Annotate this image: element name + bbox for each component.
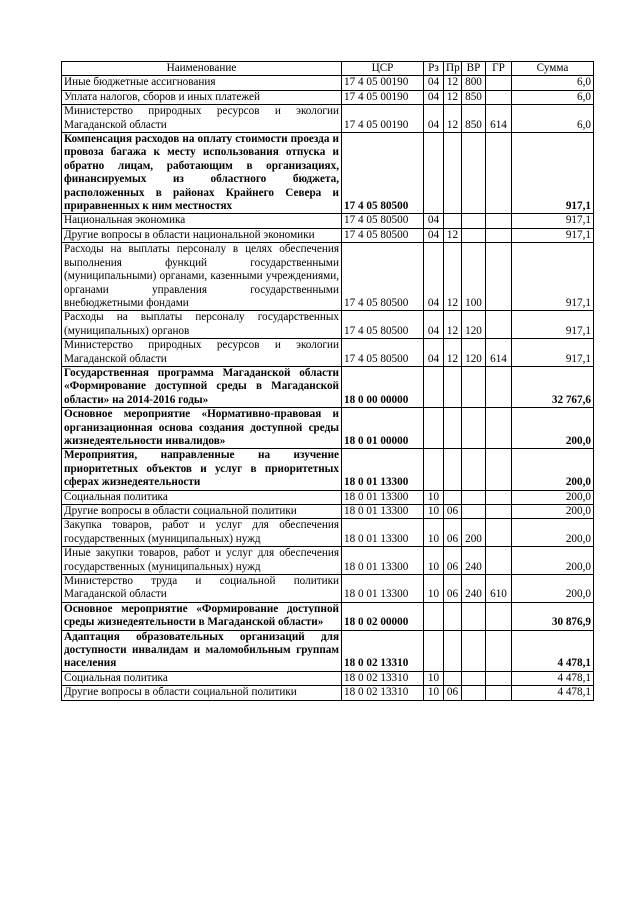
cell-name: Социальная политика [62,490,342,504]
cell-name: Другие вопросы в области социальной политики [62,505,342,519]
cell-rz [424,133,444,214]
cell-vr: 850 [462,90,486,104]
cell-vr: 850 [462,105,486,133]
cell-pr: 12 [444,243,462,311]
cell-csr: 18 0 01 13300 [342,547,424,575]
cell-sum: 917,1 [512,228,594,242]
cell-gr: 614 [486,105,512,133]
cell-gr [486,408,512,449]
cell-gr [486,547,512,575]
cell-rz: 10 [424,575,444,603]
table-row [62,133,594,214]
cell-name: Основное мероприятие «Нормативно-правовая и организационная основа создания доступной среды жизнедеятельности инвалидов» [62,408,342,449]
cell-sum: 200,0 [512,449,594,490]
cell-csr: 17 4 05 00190 [342,76,424,90]
cell-gr [486,76,512,90]
cell-vr [462,630,486,671]
table-row [62,243,594,311]
cell-gr [486,505,512,519]
cell-gr [486,366,512,407]
cell-csr: 17 4 05 00190 [342,105,424,133]
cell-csr: 18 0 00 00000 [342,366,424,407]
header-rz: Рз [424,62,444,76]
cell-csr: 18 0 01 13300 [342,519,424,547]
cell-csr: 17 4 05 80500 [342,243,424,311]
cell-csr: 18 0 01 13300 [342,505,424,519]
cell-rz [424,366,444,407]
cell-name: Социальная политика [62,671,342,685]
cell-sum: 200,0 [512,547,594,575]
cell-sum: 917,1 [512,243,594,311]
header-csr: ЦСР [342,62,424,76]
table-row [62,575,594,603]
table-row [62,671,594,685]
table-row [62,228,594,242]
cell-gr [486,133,512,214]
cell-rz: 10 [424,490,444,504]
cell-pr: 06 [444,505,462,519]
cell-rz: 10 [424,519,444,547]
cell-pr [444,449,462,490]
cell-vr: 100 [462,243,486,311]
cell-vr: 800 [462,76,486,90]
table-row [62,366,594,407]
cell-rz [424,630,444,671]
cell-name: Государственная программа Магаданской области «Формирование доступной среды в Магаданской области» на 2014-2016 годы» [62,366,342,407]
cell-pr [444,630,462,671]
cell-sum: 200,0 [512,519,594,547]
table-row [62,90,594,104]
cell-vr [462,602,486,630]
cell-pr [444,490,462,504]
table-row [62,105,594,133]
cell-csr: 18 0 02 13310 [342,671,424,685]
cell-csr: 18 0 01 00000 [342,408,424,449]
cell-sum: 4 478,1 [512,671,594,685]
header-pr: Пр [444,62,462,76]
cell-pr: 12 [444,105,462,133]
cell-gr [486,228,512,242]
cell-name: Закупка товаров, работ и услуг для обеспечения государственных (муниципальных) нужд [62,519,342,547]
cell-vr: 200 [462,519,486,547]
cell-gr [486,671,512,685]
cell-vr [462,366,486,407]
cell-gr [486,686,512,700]
table-row [62,547,594,575]
cell-csr: 17 4 05 80500 [342,311,424,339]
cell-name: Министерство труда и социальной политики Магаданской области [62,575,342,603]
cell-gr [486,490,512,504]
cell-name: Уплата налогов, сборов и иных платежей [62,90,342,104]
cell-name: Иные бюджетные ассигнования [62,76,342,90]
cell-gr [486,519,512,547]
header-name: Наименование [62,62,342,76]
cell-pr: 06 [444,547,462,575]
cell-rz: 10 [424,547,444,575]
cell-csr: 17 4 05 80500 [342,228,424,242]
cell-vr [462,671,486,685]
cell-pr [444,214,462,228]
cell-gr [486,311,512,339]
cell-name: Другие вопросы в области национальной экономики [62,228,342,242]
cell-vr [462,505,486,519]
table-row [62,505,594,519]
cell-csr: 18 0 02 13310 [342,686,424,700]
cell-pr: 12 [444,90,462,104]
cell-rz [424,602,444,630]
cell-pr: 12 [444,339,462,367]
header-sum: Сумма [512,62,594,76]
cell-pr: 12 [444,76,462,90]
cell-rz: 04 [424,243,444,311]
cell-gr [486,449,512,490]
cell-csr: 18 0 01 13300 [342,449,424,490]
table-row [62,686,594,700]
cell-vr [462,449,486,490]
cell-name: Расходы на выплаты персоналу государственных (муниципальных) органов [62,311,342,339]
cell-rz: 10 [424,686,444,700]
cell-rz: 04 [424,90,444,104]
cell-gr [486,243,512,311]
cell-sum: 4 478,1 [512,630,594,671]
table-row [62,339,594,367]
table-row [62,311,594,339]
cell-name: Компенсация расходов на оплату стоимости проезда и провоза багажа к месту использования отпуска и обратно лицам, работающим в организациях, финансируемых из областного бюджета, расположенных в районах Крайнего Севера и приравненных к ним местностях [62,133,342,214]
cell-pr [444,671,462,685]
cell-gr: 610 [486,575,512,603]
cell-sum: 200,0 [512,408,594,449]
cell-vr: 240 [462,547,486,575]
document-page [61,61,593,701]
cell-rz [424,408,444,449]
cell-rz [424,449,444,490]
cell-csr: 18 0 01 13300 [342,575,424,603]
cell-sum: 6,0 [512,76,594,90]
table-row [62,490,594,504]
cell-csr: 17 4 05 80500 [342,214,424,228]
cell-sum: 200,0 [512,505,594,519]
cell-pr [444,408,462,449]
cell-sum: 30 876,9 [512,602,594,630]
cell-gr [486,214,512,228]
table-row [62,214,594,228]
cell-name: Министерство природных ресурсов и экологии Магаданской области [62,339,342,367]
cell-rz: 04 [424,228,444,242]
cell-csr: 17 4 05 00190 [342,90,424,104]
cell-vr: 120 [462,311,486,339]
cell-vr: 120 [462,339,486,367]
cell-rz: 04 [424,311,444,339]
cell-name: Основное мероприятие «Формирование доступной среды жизнедеятельности в Магаданской области» [62,602,342,630]
table-row [62,449,594,490]
cell-name: Министерство природных ресурсов и экологии Магаданской области [62,105,342,133]
cell-sum: 6,0 [512,90,594,104]
cell-sum: 32 767,6 [512,366,594,407]
cell-name: Иные закупки товаров, работ и услуг для обеспечения государственных (муниципальных) нужд [62,547,342,575]
header-vr: ВР [462,62,486,76]
cell-sum: 6,0 [512,105,594,133]
cell-name: Адаптация образовательных организаций для доступности инвалидам и маломобильным группам населения [62,630,342,671]
cell-csr: 18 0 01 13300 [342,490,424,504]
cell-vr [462,228,486,242]
cell-vr [462,490,486,504]
table-row [62,602,594,630]
cell-gr [486,602,512,630]
cell-pr [444,133,462,214]
cell-csr: 18 0 02 00000 [342,602,424,630]
cell-pr: 12 [444,228,462,242]
cell-csr: 18 0 02 13310 [342,630,424,671]
cell-csr: 17 4 05 80500 [342,339,424,367]
cell-gr: 614 [486,339,512,367]
cell-pr: 06 [444,519,462,547]
cell-pr: 06 [444,686,462,700]
cell-name: Национальная экономика [62,214,342,228]
cell-rz: 04 [424,214,444,228]
cell-sum: 917,1 [512,339,594,367]
cell-gr [486,90,512,104]
cell-sum: 200,0 [512,575,594,603]
cell-sum: 4 478,1 [512,686,594,700]
header-gr: ГР [486,62,512,76]
cell-name: Мероприятия, направленные на изучение приоритетных объектов и услуг в приоритетных сферах жизнедеятельности [62,449,342,490]
cell-vr [462,214,486,228]
cell-pr [444,366,462,407]
table-header-row [62,62,594,76]
cell-vr: 240 [462,575,486,603]
cell-rz: 04 [424,76,444,90]
cell-name: Другие вопросы в области социальной политики [62,686,342,700]
cell-rz: 10 [424,671,444,685]
budget-table [61,61,594,701]
cell-sum: 917,1 [512,133,594,214]
cell-vr [462,686,486,700]
cell-rz: 10 [424,505,444,519]
table-row [62,519,594,547]
table-row [62,76,594,90]
table-row [62,630,594,671]
cell-csr: 17 4 05 80500 [342,133,424,214]
cell-sum: 200,0 [512,490,594,504]
cell-pr: 12 [444,311,462,339]
table-body [62,76,594,700]
cell-vr [462,408,486,449]
cell-vr [462,133,486,214]
cell-gr [486,630,512,671]
cell-pr [444,602,462,630]
cell-name: Расходы на выплаты персоналу в целях обеспечения выполнения функций государственными (муниципальными) органами, казенными учреждениями, органами управления государственными внебюджетными фондами [62,243,342,311]
cell-rz: 04 [424,105,444,133]
cell-sum: 917,1 [512,214,594,228]
cell-rz: 04 [424,339,444,367]
cell-sum: 917,1 [512,311,594,339]
table-row [62,408,594,449]
cell-pr: 06 [444,575,462,603]
